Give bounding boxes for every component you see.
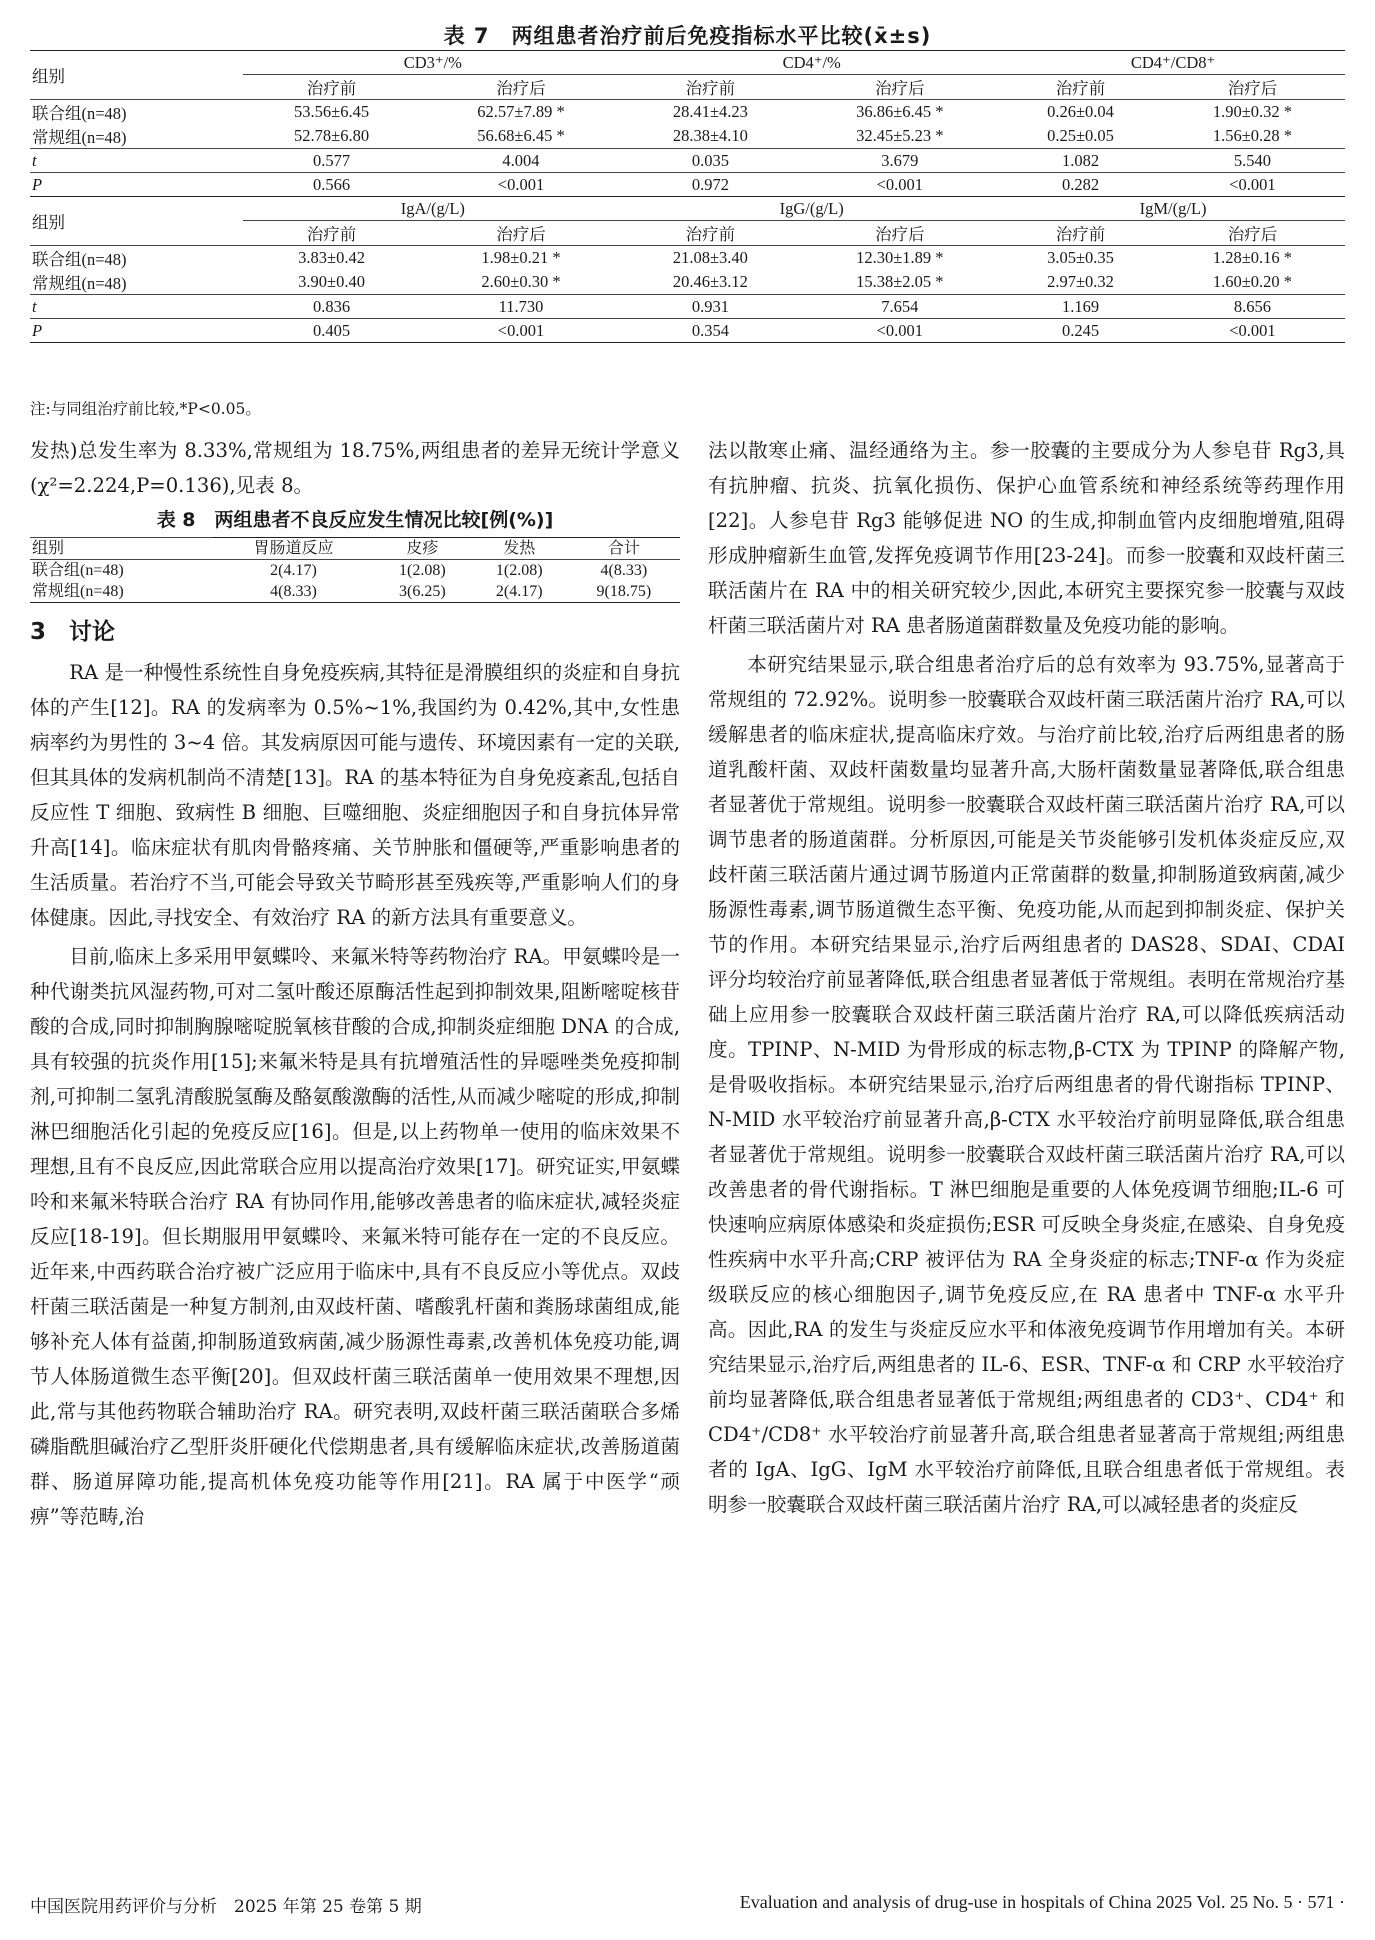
paragraph: 目前,临床上多采用甲氨蝶呤、来氟米特等药物治疗 RA。甲氨蝶呤是一种代谢类抗风湿药物,可对二氢叶酸还原酶活性起到抑制效果,阻断嘧啶核苷酸的合成,同时抑制胸腺嘧啶脱氧核苷酸的合成,抑制炎症细胞 DNA 的合成,具有较强的抗炎作用[15];来氟米特是具有抗增殖活性的异噁唑类免疫抑制剂,可抑制二氢乳清酸脱氢酶及酪氨酸激酶的活性,从而减少嘧啶的形成,抑制淋巴细胞活化引起的免疫反应[16]。但是,以上药物单一使用的临床效果不理想,且有不良反应,因此常联合应用以提高治疗效果[17]。研究证实,甲氨蝶呤和来氟米特联合治疗 RA 有协同作用,能够改善患者的临床症状,减轻炎症反应[18-19]。但长期服用甲氨蝶呤、来氟米特可能存在一定的不良反应。近年来,中西药联合治疗被广泛应用于临床中,具有不良反应小等优点。双歧杆菌三联活菌是一种复方制剂,由双歧杆菌、嗜酸乳杆菌和粪肠球菌组成,能够补充人体有益菌,抑制肠道致病菌,减少肠源性毒素,改善机体免疫功能,调节人体肠道微生态平衡[20]。但双歧杆菌三联活菌单一使用效果不理想,因此,常与其他药物联合辅助治疗 RA。研究表明,双歧杆菌三联活菌联合多烯磷脂酰胆碱治疗乙型肝炎肝硬化代偿期患者,具有缓解临床症状,改善肠道菌群、肠道屏障功能,提高机体免疫功能等作用[21]。RA 属于中医学“顽痹”等范畴,治 [30, 945, 680, 1528]
table8 [30, 537, 680, 603]
sub-header: 治疗后 [875, 79, 925, 98]
footer-page: Evaluation and analysis of drug-use in hospitals of China 2025 Vol. 25 No. 5 · 571 · [739, 1892, 1345, 1912]
paragraph: 法以散寒止痛、温经通络为主。参一胶囊的主要成分为人参皂苷 Rg3,具有抗肿瘤、抗炎、抗氧化损伤、保护心血管系统和神经系统等药理作用[22]。人参皂苷 Rg3 能够促进 NO 的生成,抑制血管内皮细胞增殖,阻碍形成肿瘤新生血管,发挥免疫调节作用[23-24]。而参一胶囊和双歧杆菌三联活菌片在 RA 中的相关研究较少,因此,本研究主要探究参一胶囊与双歧杆菌三联活菌片对 RA 患者肠道菌群数量及免疫功能的影响。 [708, 439, 1345, 637]
sub-header: 治疗前 [685, 79, 736, 98]
table-row: 常规组(n=48) 4(8.33) 3(6.25) 2(4.17) 9(18.75) [30, 581, 680, 603]
sub-header: 治疗前 [306, 225, 357, 244]
table7-title: 表 7 两组患者治疗前后免疫指标水平比较(x̄±s) [443, 24, 932, 48]
col-header: 发热 [471, 538, 568, 560]
section-heading: 3 讨论 [30, 619, 116, 645]
sub-header: 治疗后 [1227, 225, 1278, 244]
sub-header: 治疗后 [496, 79, 546, 98]
table-row: P 0.566 <0.001 0.972 <0.001 0.282 <0.001 [30, 173, 1345, 197]
table-row: 联合组(n=48) 2(4.17) 1(2.08) 1(2.08) 4(8.33) [32, 562, 648, 579]
right-column [708, 433, 1345, 1522]
sub-header: 治疗后 [875, 225, 925, 244]
footer-journal: 中国医院用药评价与分析 2025 年第 25 卷第 5 期 [30, 1897, 422, 1917]
table-row: 联合组(n=48) 53.56±6.45 62.57±7.89 * 28.41±4.23 36.86±6.45 * 0.26±0.04 1.90±0.32 * [30, 100, 1345, 125]
col-header: 皮疹 [374, 538, 471, 560]
table7-block1 [30, 50, 1345, 343]
col-header: CD4⁺/CD8⁺ [1001, 51, 1345, 75]
col-header: 组别 [30, 538, 213, 560]
col-header: IgA/(g/L) [243, 197, 622, 221]
sub-header: 治疗前 [1055, 225, 1106, 244]
sub-header: 治疗前 [1055, 79, 1106, 98]
col-header: 胃肠道反应 [213, 538, 374, 560]
sub-header: 治疗后 [496, 225, 546, 244]
paragraph: RA 是一种慢性系统性自身免疫疾病,其特征是滑膜组织的炎症和自身抗体的产生[12]。RA 的发病率为 0.5%~1%,我国约为 0.42%,其中,女性患病率约为男性的 3~4 倍。其发病原因可能与遗传、环境因素有一定的关联,但其具体的发病机制尚不清楚[13]。RA 的基本特征为自身免疫紊乱,包括自反应性 T 细胞、致病性 B 细胞、巨噬细胞、炎症细胞因子和自身抗体异常升高[14]。临床症状有肌肉骨骼疼痛、关节肿胀和僵硬等,严重影响患者的生活质量。若治疗不当,可能会导致关节畸形甚至残疾等,严重影响人们的身体健康。因此,寻找安全、有效治疗 RA 的新方法具有重要意义。 [30, 661, 680, 929]
col-header: IgG/(g/L) [622, 197, 1001, 221]
table-row: 联合组(n=48) 3.83±0.42 1.98±0.21 * 21.08±3.40 12.30±1.89 * 3.05±0.35 1.28±0.16 * [30, 246, 1345, 271]
table-row: 常规组(n=48) 3.90±0.40 2.60±0.30 * 20.46±3.12 15.38±2.05 * 2.97±0.32 1.60±0.20 * [32, 272, 1293, 293]
paragraph: 发热)总发生率为 8.33%,常规组为 18.75%,两组患者的差异无统计学意义(χ²=2.224,P=0.136),见表 8。 [30, 439, 680, 497]
table-row: t 0.836 11.730 0.931 7.654 1.169 8.656 [30, 295, 1345, 319]
group-header: 组别 [30, 51, 243, 100]
sub-header: 治疗前 [306, 79, 357, 98]
table7-note: 注:与同组治疗前比较,*P<0.05。 [30, 400, 261, 418]
group-header: 组别 [30, 197, 243, 246]
paragraph: 本研究结果显示,联合组患者治疗后的总有效率为 93.75%,显著高于常规组的 72.92%。说明参一胶囊联合双歧杆菌三联活菌片治疗 RA,可以缓解患者的临床症状,提高临床疗效。与治疗前比较,治疗后两组患者的肠道乳酸杆菌、双歧杆菌数量均显著升高,大肠杆菌数量显著降低,联合组患者显著优于常规组。说明参一胶囊联合双歧杆菌三联活菌片治疗 RA,可以调节患者的肠道菌群。分析原因,可能是关节炎能够引发机体炎症反应,双歧杆菌三联活菌片通过调节肠道内正常菌群的数量,抑制肠道致病菌,减少肠源性毒素,调节肠道微生态平衡、免疫功能,从而起到抑制炎症、保护关节的作用。本研究结果显示,治疗后两组患者的 DAS28、SDAI、CDAI 评分均较治疗前显著降低,联合组患者显著低于常规组。表明在常规治疗基础上应用参一胶囊联合双歧杆菌三联活菌片治疗 RA,可以降低疾病活动度。TPINP、N-MID 为骨形成的标志物,β-CTX 为 TPINP 的降解产物,是骨吸收指标。本研究结果显示,治疗后两组患者的骨代谢指标 TPINP、N-MID 水平较治疗前显著升高,β-CTX 水平较治疗前明显降低,联合组患者显著优于常规组。说明参一胶囊联合双歧杆菌三联活菌片治疗 RA,可以改善患者的骨代谢指标。T 淋巴细胞是重要的人体免疫调节细胞;IL-6 可快速响应病原体感染和炎症损伤;ESR 可反映全身炎症,在感染、自身免疫性疾病中水平升高;CRP 被评估为 RA 全身炎症的标志;TNF-α 作为炎症级联反应的核心细胞因子,调节免疫反应,在 RA 患者中 TNF-α 水平升高。因此,RA 的发生与炎症反应水平和体液免疫调节作用增加有关。本研究结果显示,治疗后,两组患者的 IL-6、ESR、TNF-α 和 CRP 水平较治疗前均显著降低,联合组患者显著低于常规组;两组患者的 CD3⁺、CD4⁺ 和 CD4⁺/CD8⁺ 水平较治疗前显著升高,联合组患者显著高于常规组;两组患者的 IgA、IgG、IgM 水平较治疗前降低,且联合组患者低于常规组。表明参一胶囊联合双歧杆菌三联活菌片治疗 RA,可以减轻患者的炎症反 [708, 653, 1345, 1516]
table-row: 常规组(n=48) 52.78±6.80 56.68±6.45 * 28.38±4.10 32.45±5.23 * 0.25±0.05 1.56±0.28 * [32, 126, 1293, 147]
col-header: 合计 [568, 538, 680, 560]
col-header: CD4⁺/% [622, 51, 1001, 75]
sub-header: 治疗前 [685, 225, 736, 244]
col-header: IgM/(g/L) [1001, 197, 1345, 221]
col-header: CD3⁺/% [243, 51, 622, 75]
table-row: t 0.577 4.004 0.035 3.679 1.082 5.540 [30, 149, 1345, 173]
table-row: P 0.405 <0.001 0.354 <0.001 0.245 <0.001 [30, 319, 1345, 343]
left-column [30, 433, 680, 1534]
table8-title: 表 8 两组患者不良反应发生情况比较[例(%)] [156, 509, 554, 531]
sub-header: 治疗后 [1227, 79, 1278, 98]
